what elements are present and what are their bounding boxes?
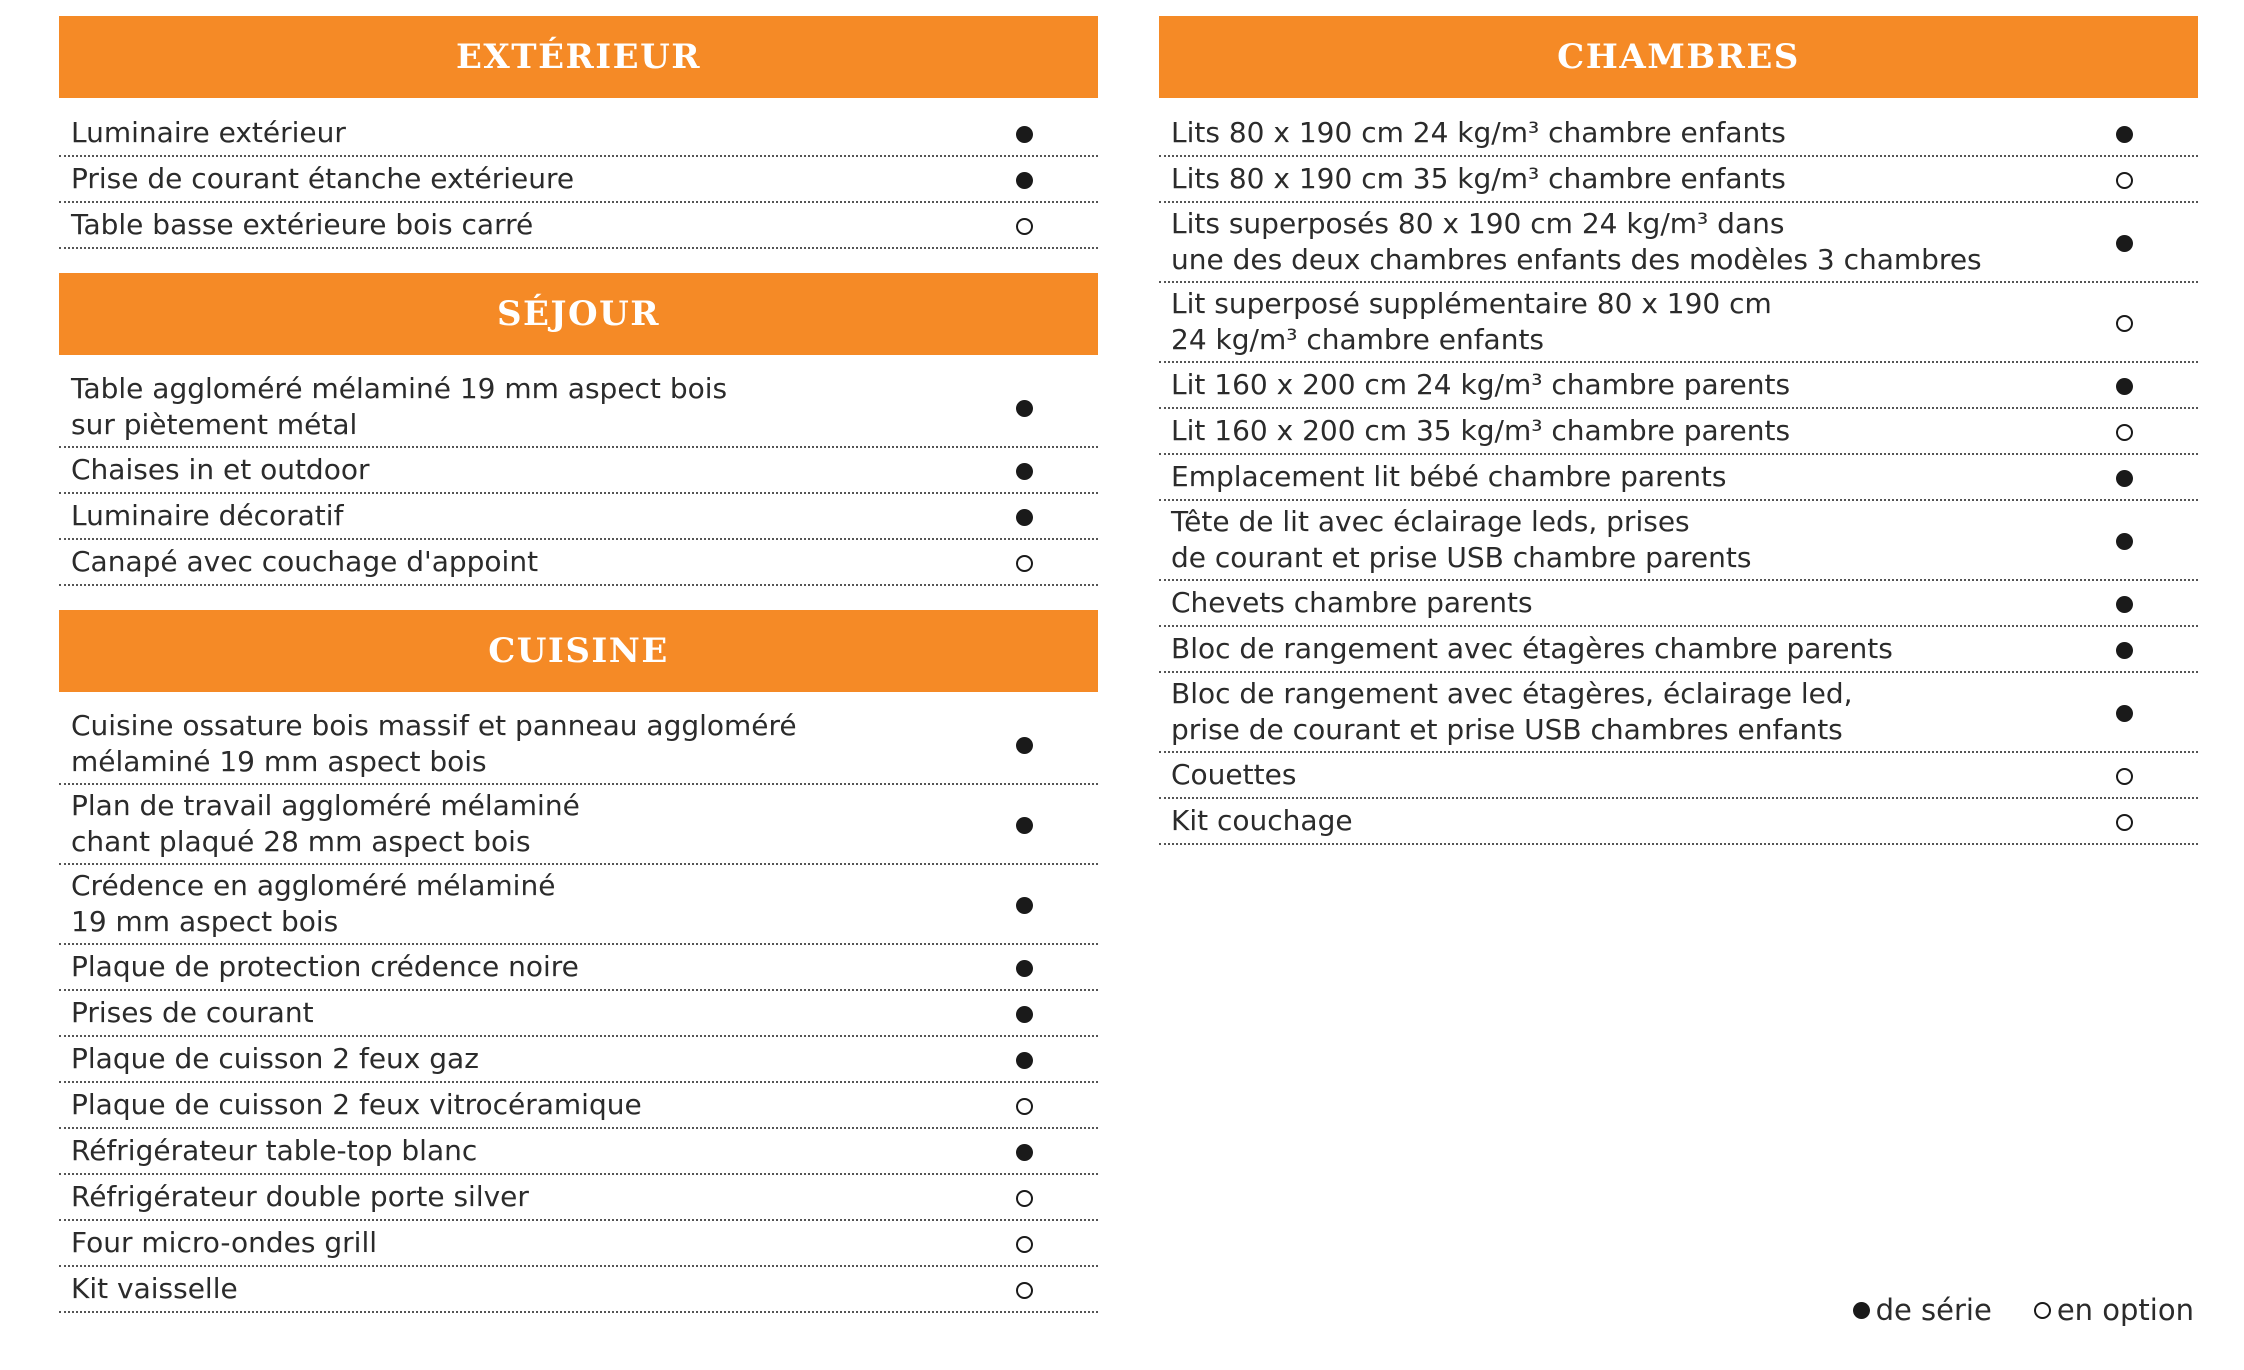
item-label: Crédence en aggloméré mélaminé 19 mm aspect bois (71, 869, 556, 938)
list-item (1159, 581, 2198, 627)
section-header: CUISINE (59, 610, 1098, 692)
list-item (1159, 283, 2198, 363)
section-rows (1159, 98, 2198, 845)
item-label: Luminaire décoratif (71, 499, 344, 532)
standard-mark (1005, 995, 1043, 1031)
standard-mark (1005, 452, 1043, 488)
section-header: CHAMBRES (1159, 16, 2198, 98)
item-label: Plaque de protection crédence noire (71, 950, 579, 983)
item-label: Plaque de cuisson 2 feux vitrocéramique (71, 1088, 642, 1121)
list-item (1159, 455, 2198, 501)
section-header: EXTÉRIEUR (59, 16, 1098, 98)
legend-option (2034, 1293, 2194, 1327)
filled-dot-icon (1016, 1052, 1033, 1069)
item-label: Table aggloméré mélaminé 19 mm aspect bois sur piètement métal (71, 372, 728, 441)
hollow-dot-icon (2116, 768, 2133, 785)
item-label: Chaises in et outdoor (71, 453, 370, 486)
standard-mark (2105, 631, 2143, 667)
standard-mark (1005, 886, 1043, 922)
filled-dot-icon (1016, 463, 1033, 480)
list-item (59, 945, 1098, 991)
standard-mark (2105, 459, 2143, 495)
list-item (59, 448, 1098, 494)
list-item (1159, 627, 2198, 673)
hollow-dot-icon (2034, 1302, 2051, 1319)
hollow-dot-icon (1016, 1190, 1033, 1207)
standard-mark (1005, 806, 1043, 842)
list-item (1159, 157, 2198, 203)
list-item (1159, 673, 2198, 753)
hollow-dot-icon (1016, 218, 1033, 235)
item-label: Lit 160 x 200 cm 35 kg/m³ chambre parents (1171, 414, 1791, 447)
filled-dot-icon (1016, 1006, 1033, 1023)
filled-dot-icon (1016, 817, 1033, 834)
item-label: Cuisine ossature bois massif et panneau aggloméré mélaminé 19 mm aspect bois (71, 709, 797, 778)
filled-dot-icon (2116, 378, 2133, 395)
option-mark (1005, 544, 1043, 580)
section-0 (59, 16, 1098, 249)
standard-mark (1005, 498, 1043, 534)
item-label: Table basse extérieure bois carré (71, 208, 534, 241)
hollow-dot-icon (1016, 1236, 1033, 1253)
filled-dot-icon (1016, 1144, 1033, 1161)
list-item (59, 1267, 1098, 1313)
item-label: Couettes (1171, 758, 1297, 791)
hollow-dot-icon (1016, 555, 1033, 572)
left-column (59, 16, 1098, 1337)
standard-mark (2105, 694, 2143, 730)
option-mark (2105, 304, 2143, 340)
list-item (59, 705, 1098, 785)
option-mark (1005, 207, 1043, 243)
section-rows (59, 98, 1098, 249)
filled-dot-icon (1016, 737, 1033, 754)
item-label: Lits 80 x 190 cm 24 kg/m³ chambre enfants (1171, 116, 1786, 149)
legend (1853, 1293, 2194, 1327)
standard-mark (2105, 585, 2143, 621)
standard-mark (1005, 949, 1043, 985)
hollow-dot-icon (2116, 814, 2133, 831)
filled-dot-icon (2116, 705, 2133, 722)
standard-mark (1005, 726, 1043, 762)
standard-mark (2105, 522, 2143, 558)
option-mark (1005, 1179, 1043, 1215)
hollow-dot-icon (1016, 1098, 1033, 1115)
standard-mark (2105, 115, 2143, 151)
list-item (1159, 753, 2198, 799)
standard-mark (1005, 1041, 1043, 1077)
filled-dot-icon (2116, 642, 2133, 659)
section-3 (1159, 16, 2198, 845)
item-label: Plaque de cuisson 2 feux gaz (71, 1042, 479, 1075)
filled-dot-icon (2116, 596, 2133, 613)
list-item (59, 1037, 1098, 1083)
item-label: Lits 80 x 190 cm 35 kg/m³ chambre enfants (1171, 162, 1786, 195)
list-item (1159, 799, 2198, 845)
item-label: Kit vaisselle (71, 1272, 238, 1305)
hollow-dot-icon (2116, 424, 2133, 441)
filled-dot-icon (1016, 897, 1033, 914)
hollow-dot-icon (1016, 1282, 1033, 1299)
filled-dot-icon (1016, 509, 1033, 526)
standard-mark (1005, 161, 1043, 197)
standard-mark (1005, 389, 1043, 425)
item-label: Plan de travail aggloméré mélaminé chant plaqué 28 mm aspect bois (71, 789, 580, 858)
legend-standard (1853, 1293, 1992, 1327)
option-mark (2105, 161, 2143, 197)
option-mark (1005, 1087, 1043, 1123)
hollow-dot-icon (2116, 172, 2133, 189)
section-header: SÉJOUR (59, 273, 1098, 355)
item-label: Emplacement lit bébé chambre parents (1171, 460, 1727, 493)
section-rows (59, 692, 1098, 1313)
item-label: Lits superposés 80 x 190 cm 24 kg/m³ dans une des deux chambres enfants des modèles 3 chambres (1171, 207, 1982, 276)
list-item (59, 785, 1098, 865)
item-label: Lit superposé supplémentaire 80 x 190 cm 24 kg/m³ chambre enfants (1171, 287, 1772, 356)
list-item (1159, 111, 2198, 157)
item-label: Tête de lit avec éclairage leds, prises de courant et prise USB chambre parents (1171, 505, 1752, 574)
item-label: Kit couchage (1171, 804, 1353, 837)
filled-dot-icon (2116, 470, 2133, 487)
hollow-dot-icon (2116, 315, 2133, 332)
legend-standard-label: de série (1875, 1293, 1992, 1327)
list-item (1159, 203, 2198, 283)
filled-dot-icon (1853, 1302, 1870, 1319)
list-item (59, 1175, 1098, 1221)
filled-dot-icon (2116, 126, 2133, 143)
item-label: Prise de courant étanche extérieure (71, 162, 575, 195)
section-2 (59, 610, 1098, 1313)
standard-mark (1005, 1133, 1043, 1169)
option-mark (2105, 413, 2143, 449)
item-label: Bloc de rangement avec étagères chambre parents (1171, 632, 1893, 665)
option-mark (2105, 803, 2143, 839)
list-item (1159, 363, 2198, 409)
standard-mark (1005, 115, 1043, 151)
item-label: Prises de courant (71, 996, 314, 1029)
legend-option-label: en option (2056, 1293, 2194, 1327)
item-label: Chevets chambre parents (1171, 586, 1533, 619)
option-mark (1005, 1225, 1043, 1261)
filled-dot-icon (2116, 533, 2133, 550)
list-item (59, 1221, 1098, 1267)
list-item (59, 991, 1098, 1037)
list-item (59, 368, 1098, 448)
filled-dot-icon (1016, 126, 1033, 143)
filled-dot-icon (1016, 400, 1033, 417)
list-item (59, 540, 1098, 586)
item-label: Lit 160 x 200 cm 24 kg/m³ chambre parents (1171, 368, 1791, 401)
filled-dot-icon (2116, 235, 2133, 252)
item-label: Canapé avec couchage d'appoint (71, 545, 539, 578)
list-item (59, 1129, 1098, 1175)
item-label: Luminaire extérieur (71, 116, 346, 149)
list-item (1159, 501, 2198, 581)
list-item (1159, 409, 2198, 455)
filled-dot-icon (1016, 960, 1033, 977)
item-label: Bloc de rangement avec étagères, éclairage led, prise de courant et prise USB chambres enfants (1171, 677, 1853, 746)
list-item (59, 494, 1098, 540)
standard-mark (2105, 224, 2143, 260)
filled-dot-icon (1016, 172, 1033, 189)
section-1 (59, 273, 1098, 586)
list-item (59, 203, 1098, 249)
section-rows (59, 355, 1098, 586)
right-column (1159, 16, 2198, 869)
list-item (59, 1083, 1098, 1129)
standard-mark (2105, 367, 2143, 403)
list-item (59, 111, 1098, 157)
item-label: Réfrigérateur table-top blanc (71, 1134, 478, 1167)
item-label: Four micro-ondes grill (71, 1226, 378, 1259)
list-item (59, 865, 1098, 945)
item-label: Réfrigérateur double porte silver (71, 1180, 529, 1213)
option-mark (1005, 1271, 1043, 1307)
option-mark (2105, 757, 2143, 793)
list-item (59, 157, 1098, 203)
